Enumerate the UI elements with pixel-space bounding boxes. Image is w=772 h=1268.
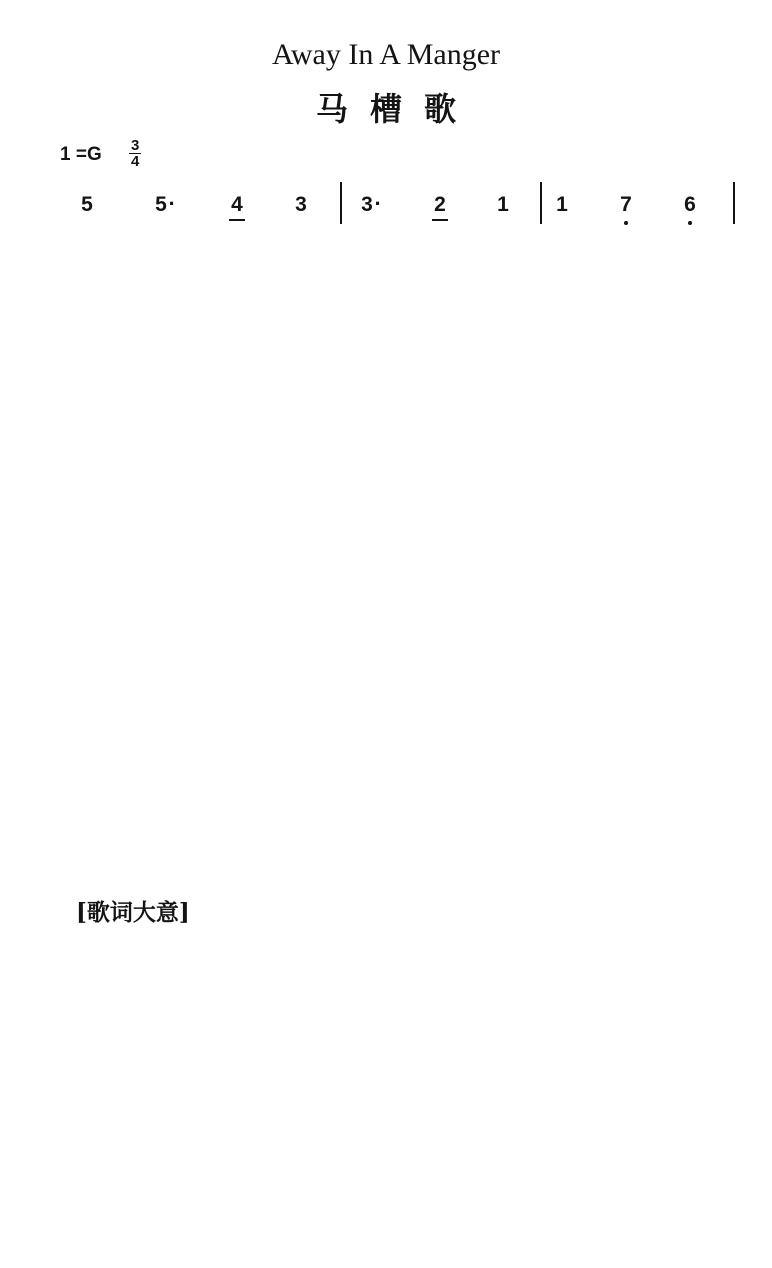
score-note: 1	[497, 193, 509, 216]
key-signature: 1 =G	[60, 144, 102, 165]
barline	[733, 182, 735, 224]
song-title-chinese: 马槽歌	[315, 90, 478, 128]
time-signature-denominator: 4	[131, 153, 140, 170]
lower-octave-dot	[624, 221, 628, 225]
time-signature-numerator: 3	[131, 137, 140, 154]
note-underline	[432, 219, 448, 221]
score-note: 6	[684, 193, 696, 216]
lyrics-meaning-heading: [歌词大意]	[76, 899, 190, 926]
song-title-english: Away In A Manger	[271, 38, 501, 71]
time-signature	[129, 138, 141, 169]
score-note: 4	[231, 193, 243, 216]
score-note: 1	[556, 193, 568, 216]
lower-octave-dot	[688, 221, 692, 225]
score-note: 5 ·	[155, 194, 167, 215]
score-note: 5	[81, 193, 93, 216]
barline	[540, 182, 542, 224]
score-note: 3	[295, 193, 307, 216]
score-note: 3 ·	[361, 194, 373, 215]
note-underline	[229, 219, 245, 221]
score-note: 7	[620, 193, 632, 216]
barline	[340, 182, 342, 224]
score-note: 2	[434, 193, 446, 216]
